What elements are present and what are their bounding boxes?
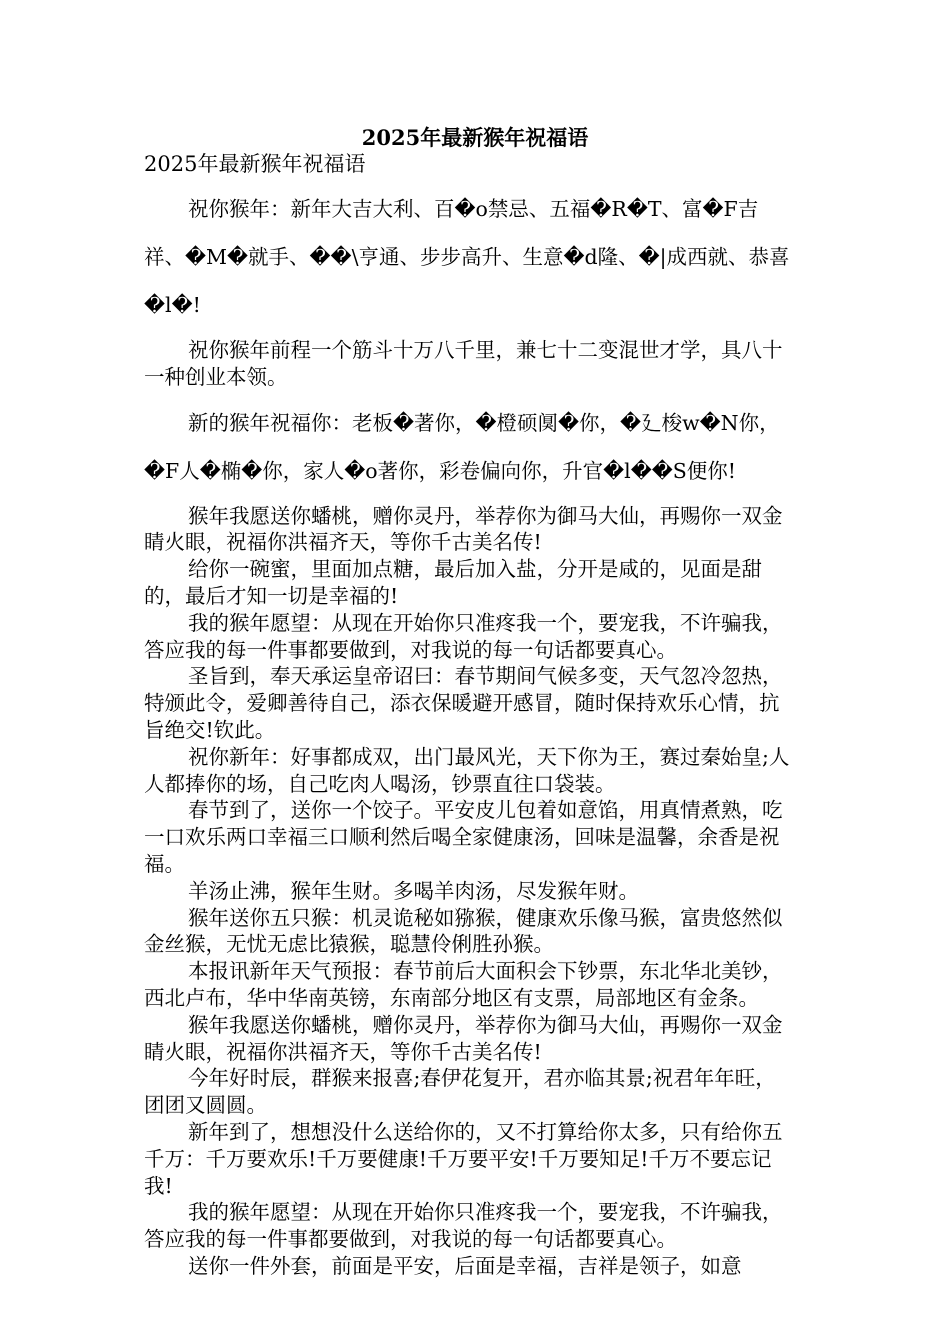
paragraph: 羊汤止沸，猴年生财。多喝羊肉汤，尽发猴年财。 (188, 878, 639, 903)
paragraph: 我的猴年愿望：从现在开始你只准疼我一个，要宠我，不许骗我，答应我的每一件事都要做到，对我说的每一句话都要真心。 (144, 610, 783, 662)
paragraph: 送你一件外套，前面是平安，后面是幸福，吉祥是领子，如意 (188, 1253, 742, 1278)
document-subtitle: 2025年最新猴年祝福语 (144, 152, 366, 176)
paragraph: 春节到了，送你一个饺子。平安皮儿包着如意馅，用真情煮熟，吃一口欢乐两口幸福三口顺利然后喝全家健康汤，回味是温馨，余香是祝福。 (144, 798, 783, 876)
paragraph: 猴年送你五只猴：机灵诡秘如猕猴，健康欢乐像马猴，富贵悠然似金丝猴，无忧无虑比猿猴，聪慧伶俐胜孙猴。 (144, 905, 783, 957)
paragraph: 我的猴年愿望：从现在开始你只准疼我一个，要宠我，不许骗我，答应我的每一件事都要做到，对我说的每一句话都要真心。 (144, 1200, 783, 1252)
paragraph: 新的猴年祝福你：老板�著你，�橙硕阒�你，�廴梭w�N你，�F人�椭�你，家人�o著你，彩卷偏向你，升官�l��S便你! (144, 410, 780, 483)
paragraph: 猴年我愿送你蟠桃，赠你灵丹，举荐你为御马大仙，再赐你一双金睛火眼，祝福你洪福齐天，等你千古美名传! (144, 503, 783, 555)
paragraph: 祝你猴年前程一个筋斗十万八千里，兼七十二变混世才学，具八十一种创业本领。 (144, 338, 783, 389)
document-body (144, 185, 794, 1280)
paragraph: 祝你猴年：新年大吉大利、百�o禁忌、五福�R�T、富�F吉祥、�M�就手、��\亨通、步步高升、生意�d隆、�|成西就、恭喜�l�! (144, 197, 790, 317)
paragraph: 今年好时辰，群猴来报喜;春伊花复开，君亦临其景;祝君年年旺，团团又圆圆。 (144, 1066, 776, 1118)
paragraph: 给你一碗蜜，里面加点糖，最后加入盐，分开是咸的，见面是甜的，最后才知一切是幸福的! (144, 557, 762, 608)
paragraph: 猴年我愿送你蟠桃，赠你灵丹，举荐你为御马大仙，再赐你一双金睛火眼，祝福你洪福齐天，等你千古美名传! (144, 1012, 783, 1064)
paragraph: 本报讯新年天气预报：春节前后大面积会下钞票，东北华北美钞，西北卢布，华中华南英镑，东南部分地区有支票，局部地区有金条。 (144, 959, 783, 1010)
document-title: 2025年最新猴年祝福语 (361, 125, 589, 150)
paragraph: 圣旨到，奉天承运皇帝诏曰：春节期间气候多变，天气忽冷忽热，特颁此令，爱卿善待自己，添衣保暖避开感冒，随时保持欢乐心情，抗旨绝交!钦此。 (144, 664, 783, 742)
paragraph: 祝你新年：好事都成双，出门最风光，天下你为王，赛过秦始皇;人人都捧你的场，自己吃肉人喝汤，钞票直往口袋装。 (144, 744, 790, 796)
paragraph: 新年到了，想想没什么送给你的，又不打算给你太多，只有给你五千万：千万要欢乐!千万要健康!千万要平安!千万要知足!千万不要忘记我! (144, 1119, 783, 1198)
